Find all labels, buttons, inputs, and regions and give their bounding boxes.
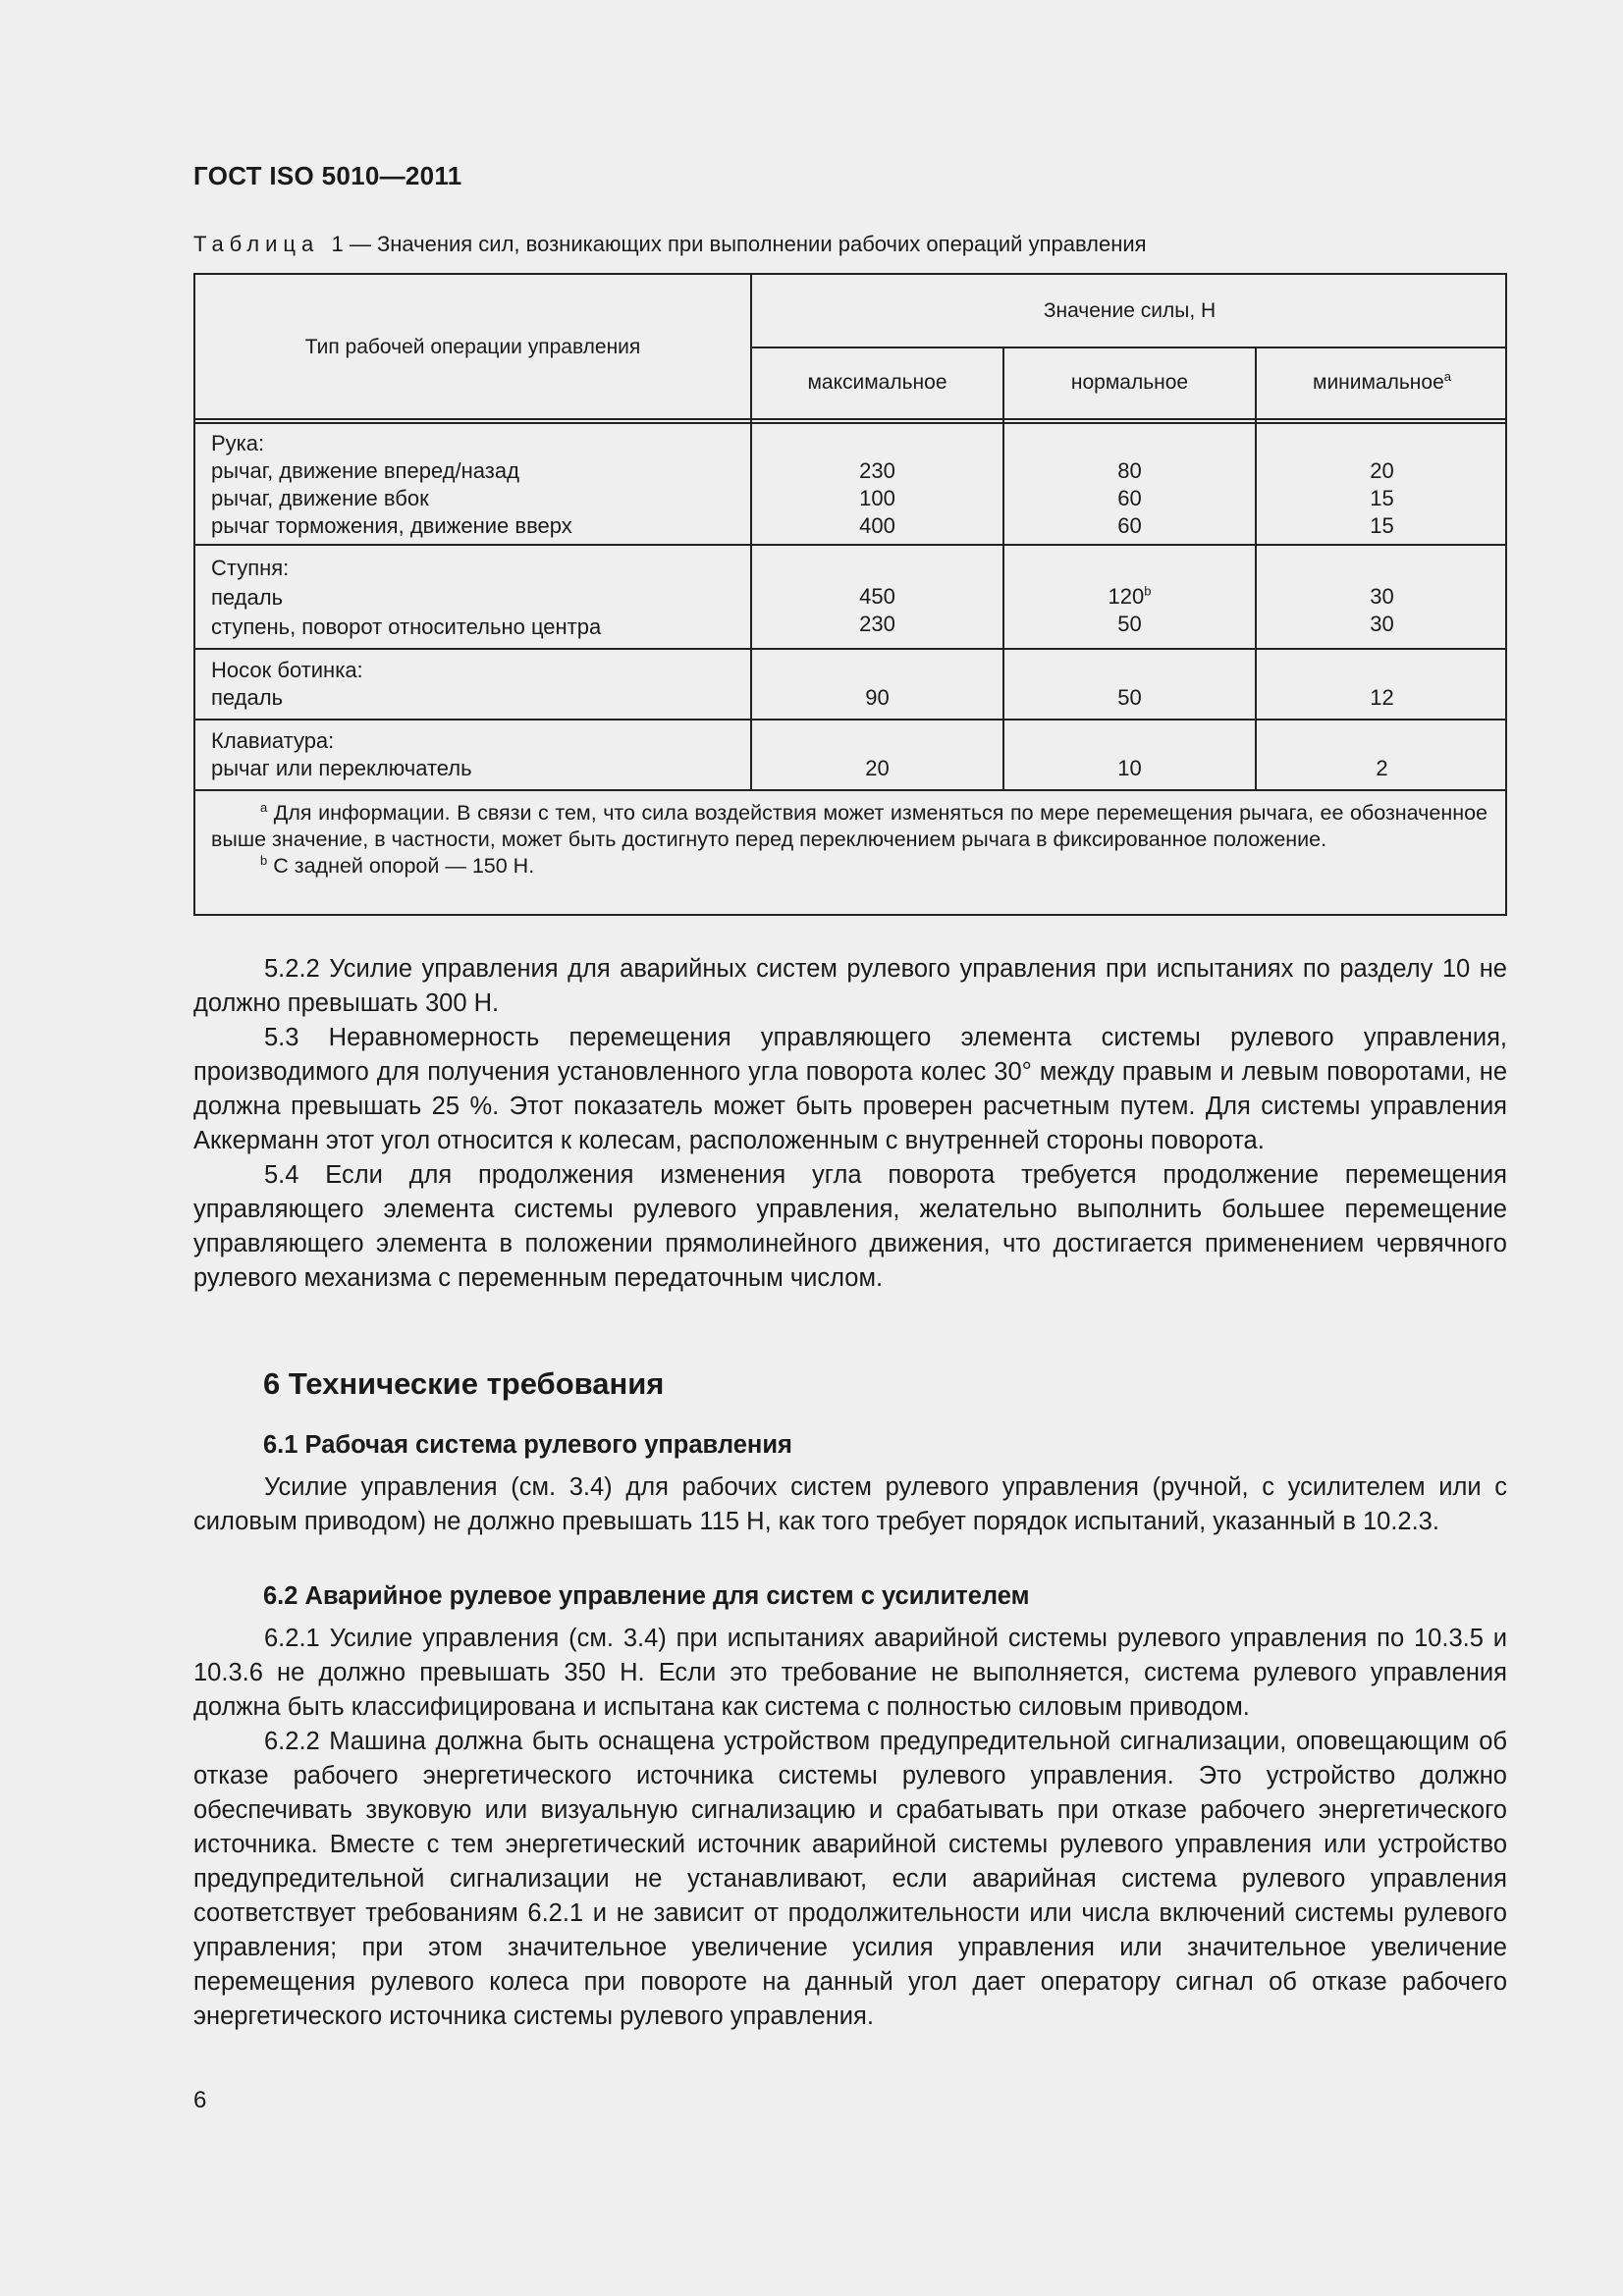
group-title: Рука: bbox=[211, 431, 265, 455]
cell-value: 90 bbox=[865, 685, 890, 710]
paragraph-6-1 bbox=[193, 1470, 1507, 1539]
row-label: педаль bbox=[211, 585, 284, 610]
header-max: максимальное bbox=[807, 371, 947, 394]
group-title: Носок ботинка: bbox=[211, 658, 363, 682]
table-caption-word: Таблица bbox=[193, 232, 320, 256]
paragraph-6-2-2: 6.2.2 Машина должна быть оснащена устройством предупредительной сигнализации, оповещающим об отказе рабочего энергетического источника системы рулевого управления. Это устройство должно обеспечивать звуковую или визуальную сигнализацию и срабатывать при отказе рабочего энергетического источника. Вместе с тем энергетический источник аварийной системы рулевого управления или устройство предупредительной сигнализации не устанавливают, если аварийная система рулевого управления соответствует требованиям 6.2.1 и не зависит от продолжительности или числа включений системы рулевого управления; при этом значительное увеличение усилия управления или значительное увеличение перемещения рулевого колеса при повороте на данный угол дает оператору сигнал об отказе рабочего энергетического источника системы рулевого управления. bbox=[193, 1728, 1507, 2030]
header-force-value: Значение силы, Н bbox=[1043, 299, 1217, 322]
group-toe bbox=[211, 657, 741, 712]
cell-value: 80 bbox=[1117, 458, 1142, 483]
forces-table bbox=[193, 273, 1507, 916]
table-caption bbox=[193, 232, 1147, 257]
row-label: педаль bbox=[211, 685, 284, 710]
cell-value: 15 bbox=[1370, 513, 1394, 538]
section-6-1-heading: 6.1 Рабочая система рулевого управления bbox=[263, 1431, 792, 1459]
row-label: рычаг, движение вбок bbox=[211, 486, 429, 510]
footnote-a: $^a$ Для информации. В связи с тем, что сила воздействия может изменяться по мере перемещения рычага, ее обозначенное выше значение, в частности, может быть достигнуто перед переключением рычага в фиксированное положение. bbox=[211, 799, 1488, 851]
cell-value: 30 bbox=[1370, 584, 1394, 609]
cell-value: 230 bbox=[859, 458, 895, 483]
table-footnotes bbox=[211, 800, 1488, 880]
col-min-hand bbox=[1257, 457, 1507, 540]
cell-value: 60 bbox=[1117, 486, 1142, 510]
cell-value: 30 bbox=[1370, 612, 1394, 636]
cell-value: 400 bbox=[859, 513, 895, 538]
col-norm-foot bbox=[1004, 583, 1255, 638]
group-keyboard bbox=[211, 727, 741, 782]
paragraph-6-2-1: 6.2.1 Усилие управления (см. 3.4) при испытаниях аварийной системы рулевого управления по 10.3.5 и 10.3.6 не должно превышать 350 Н. Если это требование не выполняется, система рулевого управления должна быть классифицирована и испытана как система с полностью силовым приводом. bbox=[193, 1625, 1507, 1721]
footnote-mark-a: a bbox=[1443, 369, 1451, 384]
paragraph-5-4: 5.4 Если для продолжения изменения угла поворота требуется продолжение перемещения управляющего элемента системы рулевого управления, желательно выполнить большее перемещение управляющего элемента в положении прямолинейного движения, что достигается применением червячного рулевого механизма с переменным передаточным числом. bbox=[193, 1161, 1507, 1292]
row-label: рычаг или переключатель bbox=[211, 756, 472, 780]
header-operation-type: Тип рабочей операции управления bbox=[304, 336, 641, 358]
group-foot bbox=[211, 554, 741, 642]
paragraph-5-3: 5.3 Неравномерность перемещения управляющего элемента системы рулевого управления, производимого для получения установленного угла поворота колес 30° между правым и левым поворотами, не должна превышать 25 %. Этот показатель может быть проверен расчетным путем. Для системы управления Аккерманн этот угол относится к колесам, расположенным с внутренней стороны поворота. bbox=[193, 1024, 1507, 1154]
col-max-foot bbox=[752, 583, 1002, 638]
row-label: рычаг, движение вперед/назад bbox=[211, 458, 519, 483]
cell-value: 100 bbox=[859, 486, 895, 510]
cell-value: 450 bbox=[859, 584, 895, 609]
body-section-6-2 bbox=[193, 1622, 1507, 2034]
paragraph-5-2-2: 5.2.2 Усилие управления для аварийных систем рулевого управления при испытаниях по разделу 10 не должно превышать 300 Н. bbox=[193, 955, 1507, 1017]
cell-value: 50 bbox=[1117, 685, 1142, 710]
group-hand bbox=[211, 430, 741, 540]
cell-value: 230 bbox=[859, 612, 895, 636]
section-6-2-heading: 6.2 Аварийное рулевое управление для систем с усилителем bbox=[263, 1582, 1030, 1610]
cell-value: 2 bbox=[1376, 756, 1388, 780]
cell-value: 60 bbox=[1117, 513, 1142, 538]
header-normal: нормальное bbox=[1070, 371, 1189, 394]
table-caption-text: 1 — Значения сил, возникающих при выполнении рабочих операций управления bbox=[331, 232, 1147, 256]
row-label: рычаг торможения, движение вверх bbox=[211, 513, 572, 538]
cell-value: 15 bbox=[1370, 486, 1394, 510]
cell-value: 50 bbox=[1117, 612, 1142, 636]
cell-value: 12 bbox=[1370, 685, 1394, 710]
col-min-foot bbox=[1257, 583, 1507, 638]
group-title: Ступня: bbox=[211, 556, 290, 580]
header-min: минимальное$^a$ bbox=[1313, 369, 1451, 394]
footnote-b: $^b$ С задней опорой — 150 Н. bbox=[260, 852, 535, 878]
cell-value: 120$^b$ bbox=[1108, 583, 1152, 609]
footnote-mark-b: b bbox=[1144, 583, 1152, 599]
group-title: Клавиатура: bbox=[211, 728, 335, 753]
col-max-hand bbox=[752, 457, 1002, 540]
col-norm-hand bbox=[1004, 457, 1255, 540]
paragraph-text: Усилие управления (см. 3.4) для рабочих систем рулевого управления (ручной, с усилителем или с силовым приводом) не должно превышать 115 Н, как того требует порядок испытаний, указанный в 10.2.3. bbox=[193, 1473, 1507, 1535]
cell-value: 20 bbox=[1370, 458, 1394, 483]
section-6-heading: 6 Технические требования bbox=[263, 1366, 665, 1401]
body-section-5 bbox=[193, 952, 1507, 1296]
page-number: 6 bbox=[193, 2087, 207, 2113]
row-label: ступень, поворот относительно центра bbox=[211, 614, 602, 639]
cell-value: 20 bbox=[865, 756, 890, 780]
cell-value: 10 bbox=[1117, 756, 1142, 780]
document-code: ГОСТ ISO 5010—2011 bbox=[193, 161, 462, 190]
